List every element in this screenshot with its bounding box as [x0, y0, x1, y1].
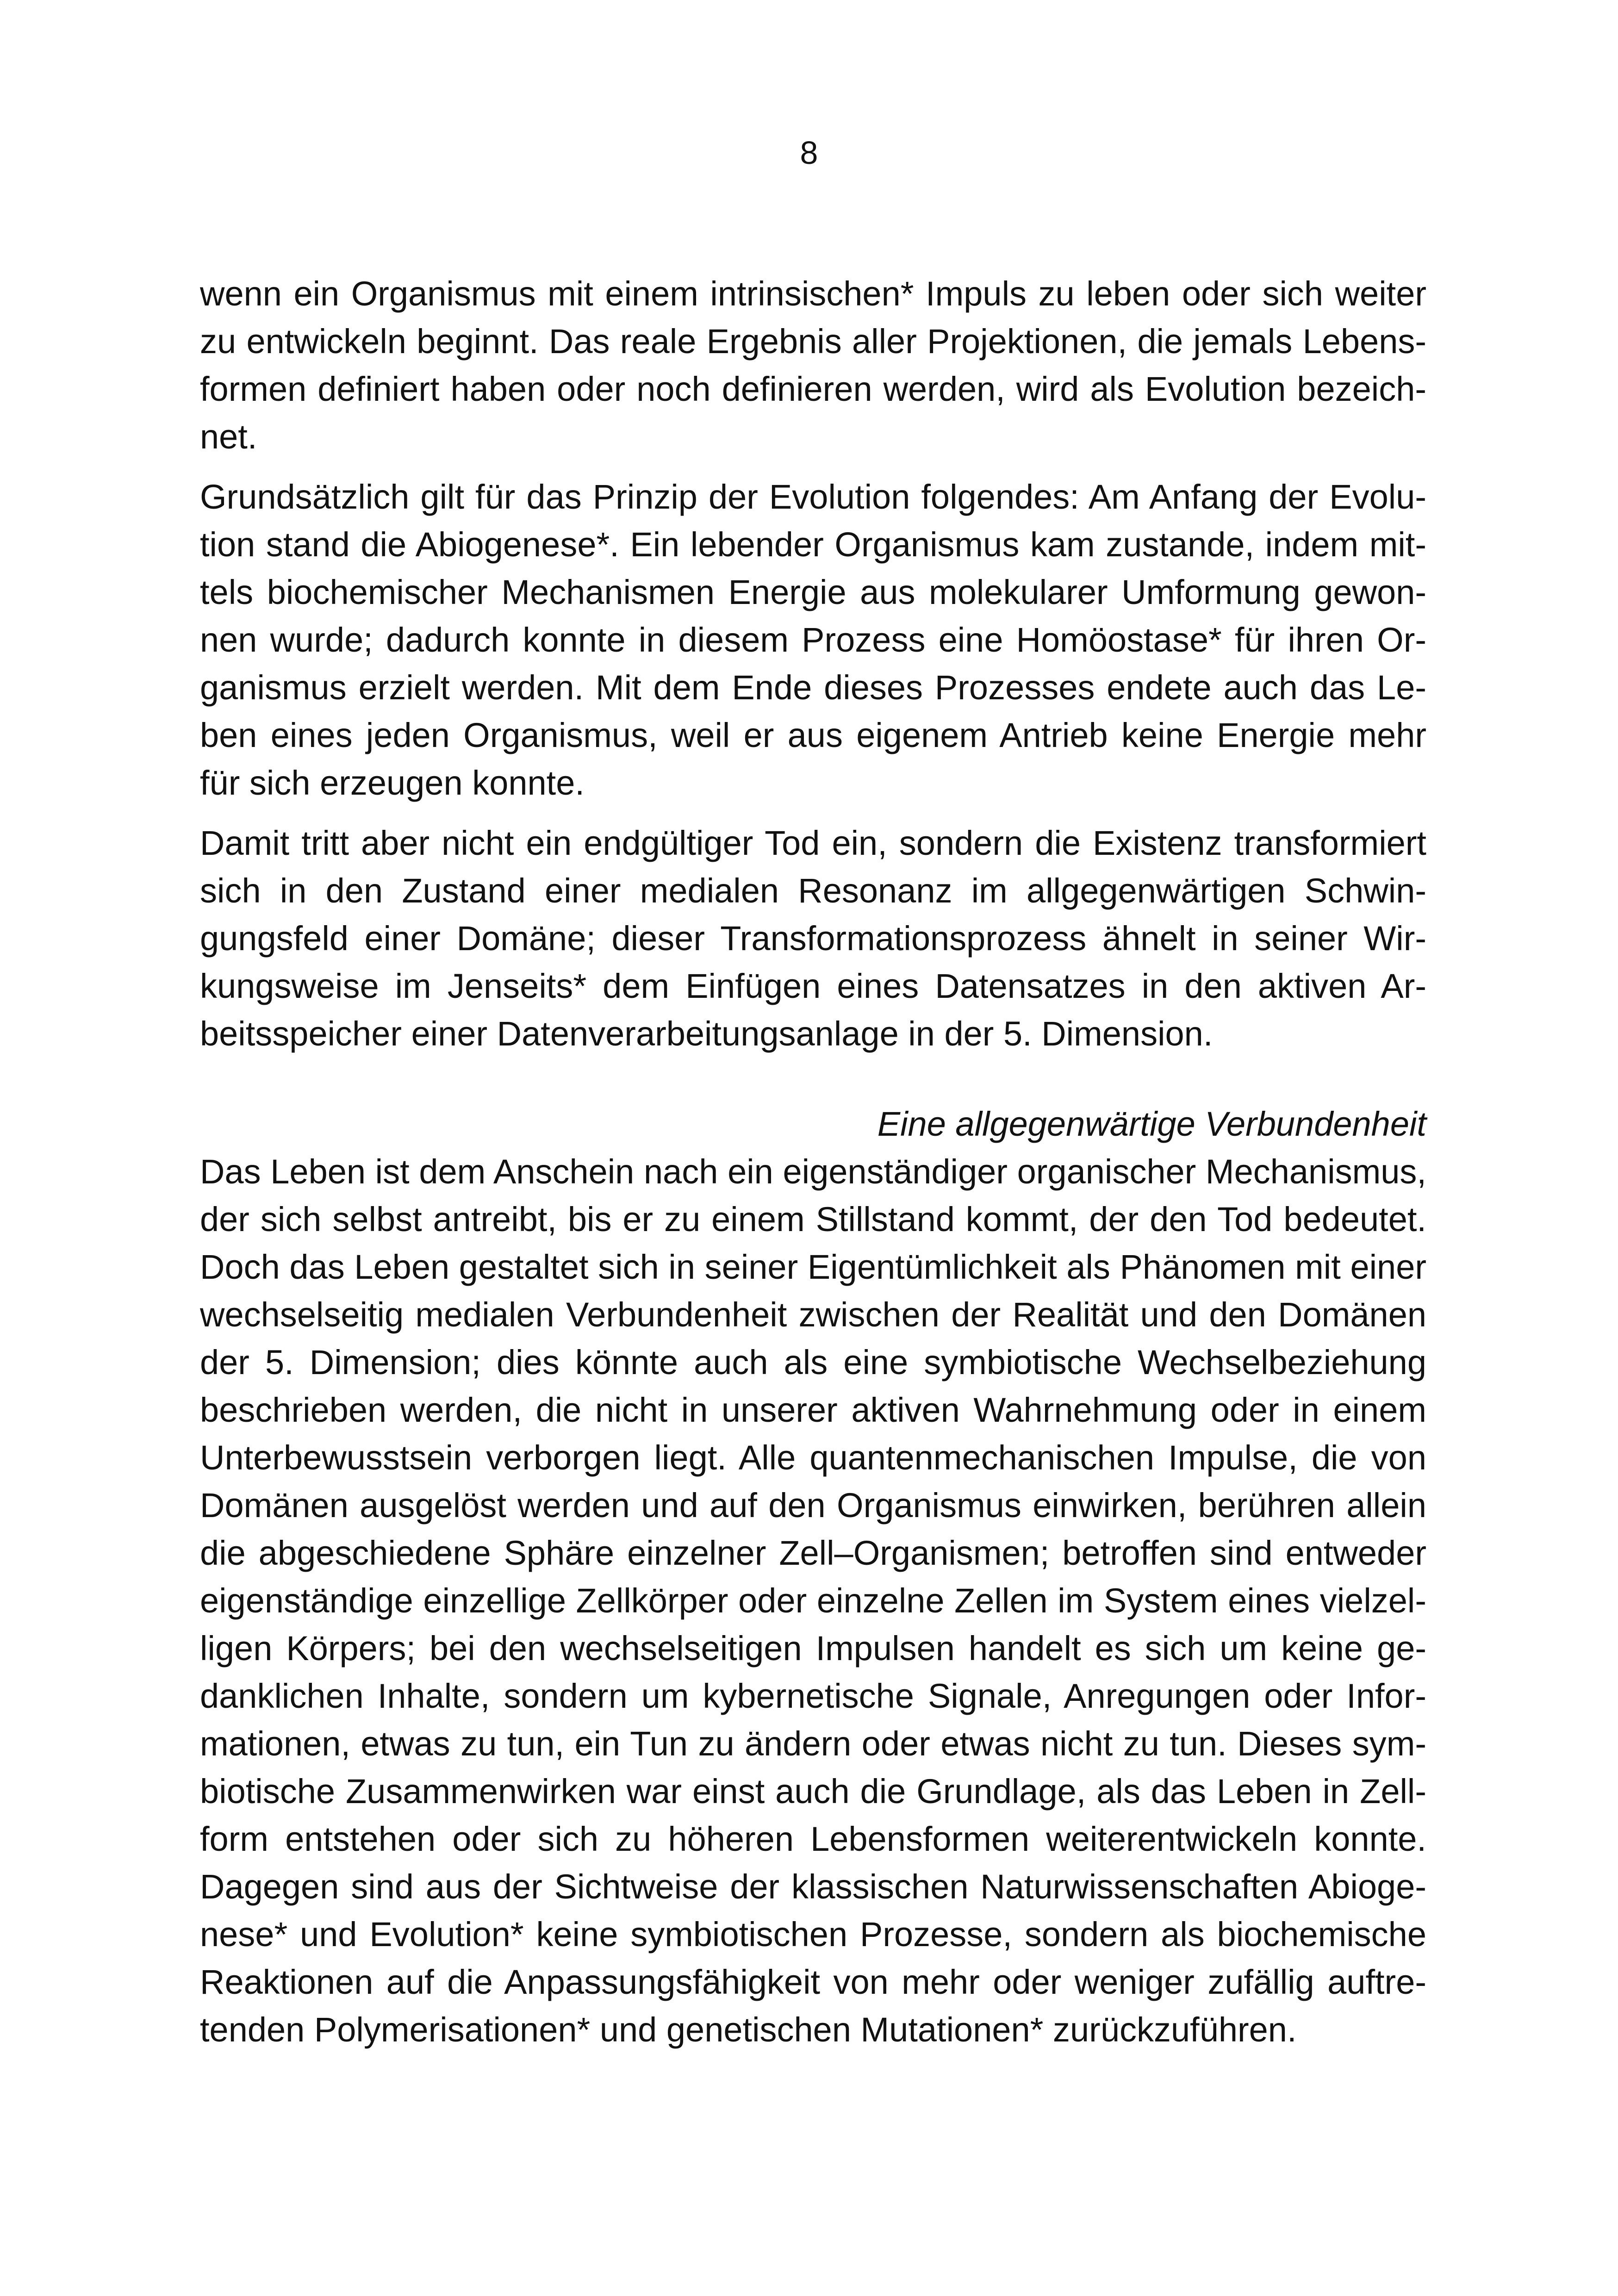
- text-line: die abgeschiedene Sphäre einzelner Zell–Organismen; betroffen sind entweder: [200, 1534, 1426, 1572]
- text-line: danklichen Inhalte, sondern um kybernetische Signale, Anregungen oder Infor-: [200, 1677, 1426, 1715]
- text-line: biotische Zusammenwirken war einst auch die Grundlage, als das Leben in Zell-: [200, 1772, 1426, 1811]
- document-body: [200, 270, 1426, 2066]
- section-heading: Eine allgegenwärtige Verbundenheit: [877, 1105, 1426, 1143]
- paragraph-2: [200, 473, 1426, 807]
- text-line: der 5. Dimension; dies könnte auch als eine symbiotische Wechselbeziehung: [200, 1343, 1426, 1381]
- text-line: Grundsätzlich gilt für das Prinzip der Evolution folgendes: Am Anfang der Evolu-: [200, 478, 1426, 516]
- text-line: Doch das Leben gestaltet sich in seiner Eigentümlichkeit als Phänomen mit einer: [200, 1248, 1426, 1286]
- text-line: ganismus erzielt werden. Mit dem Ende dieses Prozesses endete auch das Le-: [200, 668, 1426, 707]
- section-paragraph: [200, 1148, 1426, 2053]
- text-line: Domänen ausgelöst werden und auf den Organismus einwirken, berühren allein: [200, 1486, 1426, 1524]
- text-line: gungsfeld einer Domäne; dieser Transformationsprozess ähnelt in seiner Wir-: [200, 919, 1426, 958]
- text-line: mationen, etwas zu tun, ein Tun zu ändern oder etwas nicht zu tun. Dieses sym-: [200, 1724, 1426, 1763]
- text-line: für sich erzeugen konnte.: [200, 764, 585, 802]
- text-line: form entstehen oder sich zu höheren Lebensformen weiterentwickeln konnte.: [200, 1820, 1426, 1858]
- text-line: Damit tritt aber nicht ein endgültiger Tod ein, sondern die Existenz transformiert: [200, 824, 1426, 862]
- text-line: Dagegen sind aus der Sichtweise der klassischen Naturwissenschaften Abioge-: [200, 1867, 1426, 1906]
- text-line: formen definiert haben oder noch definieren werden, wird als Evolution bezeich-: [200, 370, 1426, 408]
- text-line: beitsspeicher einer Datenverarbeitungsanlage in der 5. Dimension.: [200, 1014, 1213, 1053]
- text-line: tels biochemischer Mechanismen Energie aus molekularer Umformung gewon-: [200, 573, 1426, 611]
- text-line: der sich selbst antreibt, bis er zu einem Stillstand kommt, der den Tod bedeutet.: [200, 1200, 1426, 1238]
- text-line: tion stand die Abiogenese*. Ein lebender Organismus kam zustande, indem mit-: [200, 525, 1426, 564]
- text-line: zu entwickeln beginnt. Das reale Ergebnis aller Projektionen, die jemals Lebens-: [200, 322, 1426, 361]
- text-line: ben eines jeden Organismus, weil er aus eigenem Antrieb keine Energie mehr: [200, 716, 1426, 754]
- paragraph-1: [200, 270, 1426, 460]
- text-line: wechselseitig medialen Verbundenheit zwischen der Realität und den Domänen: [200, 1295, 1426, 1334]
- text-line: Reaktionen auf die Anpassungsfähigkeit von mehr oder weniger zufällig auftre-: [200, 1963, 1426, 2001]
- paragraph-3: [200, 819, 1426, 1058]
- text-line: tenden Polymerisationen* und genetischen Mutationen* zurückzuführen.: [200, 2010, 1297, 2049]
- text-line: kungsweise im Jenseits* dem Einfügen eines Datensatzes in den aktiven Ar-: [200, 967, 1426, 1005]
- text-line: nen wurde; dadurch konnte in diesem Prozess eine Homöostase* für ihren Or-: [200, 621, 1426, 659]
- text-line: Unterbewusstsein verborgen liegt. Alle quantenmechanischen Impulse, die von: [200, 1438, 1426, 1477]
- text-line: beschrieben werden, die nicht in unserer aktiven Wahrnehmung oder in einem: [200, 1391, 1426, 1429]
- text-line: Das Leben ist dem Anschein nach ein eigenständiger organischer Mechanismus,: [200, 1152, 1426, 1191]
- text-line: net.: [200, 417, 257, 456]
- text-line: nese* und Evolution* keine symbiotischen Prozesse, sondern als biochemische: [200, 1915, 1426, 1954]
- text-line: ligen Körpers; bei den wechselseitigen Impulsen handelt es sich um keine ge-: [200, 1629, 1426, 1668]
- text-line: eigenständige einzellige Zellkörper oder einzelne Zellen im System eines vielzel-: [200, 1581, 1426, 1620]
- text-line: wenn ein Organismus mit einem intrinsischen* Impuls zu leben oder sich weiter: [200, 274, 1426, 313]
- page-number: 8: [800, 135, 818, 171]
- text-line: sich in den Zustand einer medialen Resonanz im allgegenwärtigen Schwin-: [200, 871, 1426, 910]
